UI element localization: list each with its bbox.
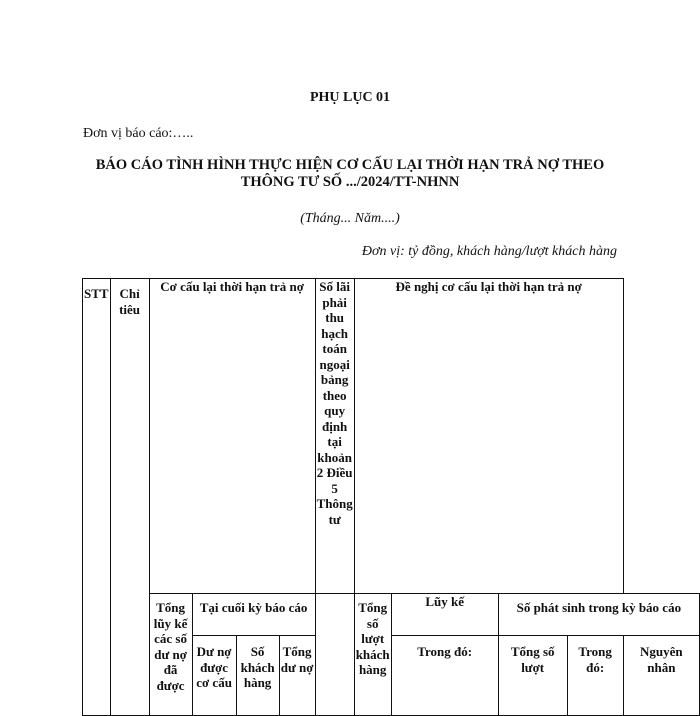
- header-cell-cumulative: Lũy kế: [391, 594, 498, 636]
- header-cell-proposal-group: Đề nghị cơ cấu lại thời hạn trả nợ: [354, 279, 623, 594]
- header-cell-arising: Số phát sinh trong kỳ báo cáo: [498, 594, 699, 636]
- header-cell-restructure-group: Cơ cấu lại thời hạn trả nợ: [149, 279, 315, 594]
- header-cell-of-which-1: Trong đó:: [391, 636, 498, 716]
- header-cell-total-requests: Tổng số lượt khách hàng: [354, 594, 391, 716]
- reporting-unit-label: Đơn vị báo cáo:…..: [83, 126, 194, 141]
- report-title-line-1: BÁO CÁO TÌNH HÌNH THỰC HIỆN CƠ CẤU LẠI THỜI HẠN TRẢ NỢ THEO: [95, 157, 605, 173]
- header-cell-stt: STT: [83, 279, 111, 716]
- header-cell-interest-blank: [315, 594, 354, 716]
- header-cell-cumulative-debt: Tổng lũy kế các số dư nợ đã được: [149, 594, 192, 716]
- header-cell-end-period: Tại cuối kỳ báo cáo: [192, 594, 315, 636]
- appendix-label: PHỤ LỤC 01: [309, 90, 391, 105]
- measure-unit-label: Đơn vị: tỷ đồng, khách hàng/lượt khách hàng: [361, 244, 617, 259]
- header-cell-chi-tieu: Chỉ tiêu: [110, 279, 149, 716]
- header-cell-interest: Số lãi phải thu hạch toán ngoại bảng theo quy định tại khoản 2 Điều 5 Thông tư: [315, 279, 354, 594]
- report-period: (Tháng... Năm....): [300, 211, 400, 226]
- report-title: [60, 157, 640, 191]
- table-header-row-1: [83, 279, 700, 594]
- header-cell-of-which-2: Trong đó:: [567, 636, 623, 716]
- table-header-row-2: [83, 594, 700, 636]
- header-cell-total-requests-period: Tổng số lượt: [498, 636, 567, 716]
- report-table: [82, 278, 700, 716]
- header-cell-reason: Nguyên nhân: [623, 636, 699, 716]
- header-cell-customer-count: Số khách hàng: [236, 636, 279, 716]
- header-cell-total-debt: Tổng dư nợ: [279, 636, 315, 716]
- report-title-line-2: THÔNG TƯ SỐ .../2024/TT-NHNN: [240, 174, 460, 190]
- header-cell-debt-restructured: Dư nợ được cơ cấu: [192, 636, 236, 716]
